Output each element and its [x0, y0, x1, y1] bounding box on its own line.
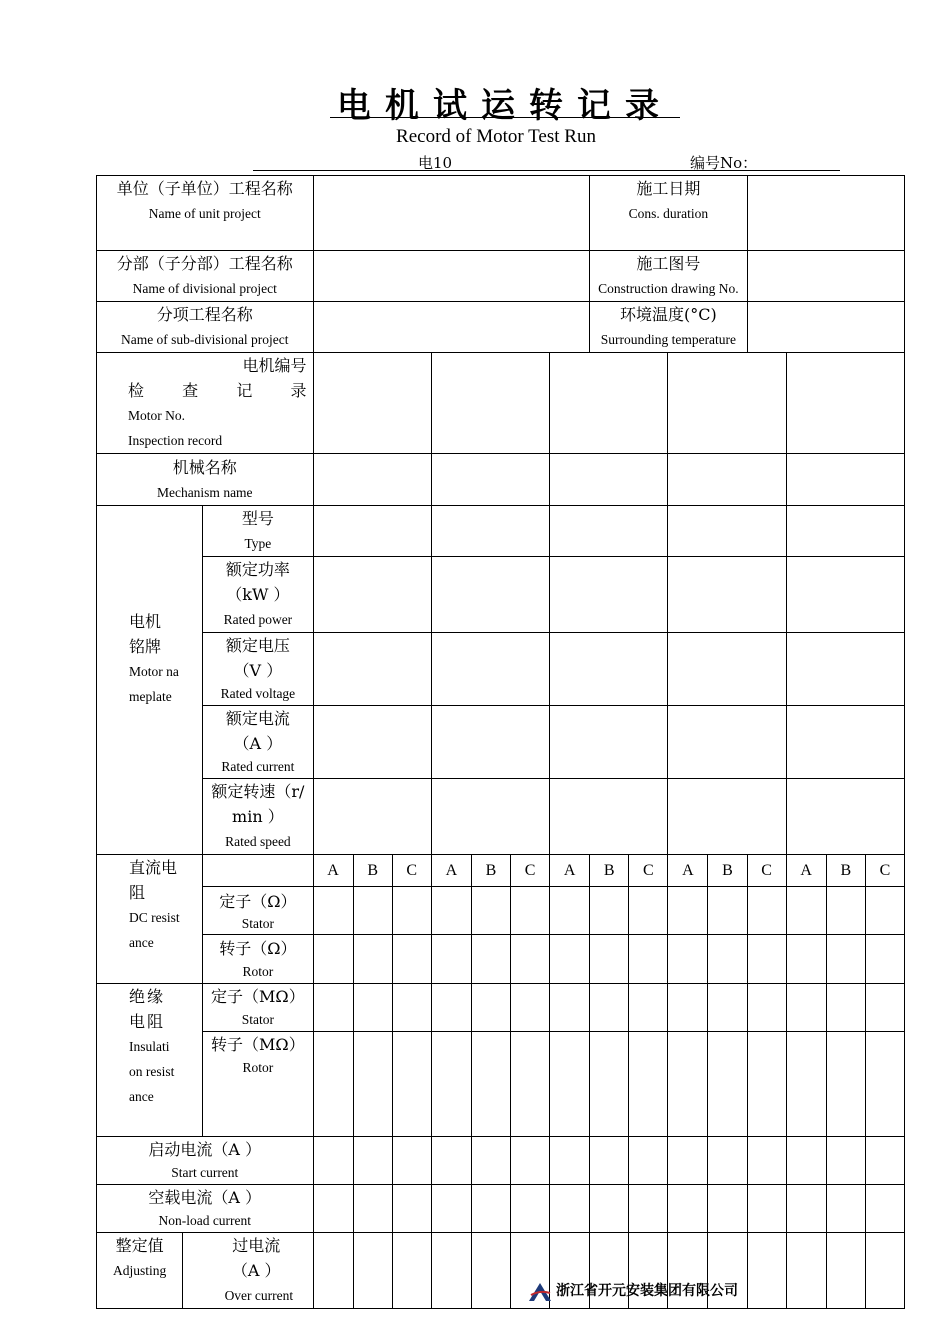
ins-rotor-cell[interactable] — [392, 1032, 431, 1137]
over-current-cell[interactable] — [865, 1233, 904, 1309]
phase-label: B — [708, 855, 747, 887]
start-current-cell[interactable] — [353, 1137, 392, 1185]
ins-rotor-cell[interactable] — [629, 1032, 668, 1137]
noload-current-cell[interactable] — [510, 1185, 549, 1233]
noload-current-cell[interactable] — [786, 1185, 826, 1233]
adjusting-group-label: 整定值 Adjusting — [97, 1233, 183, 1309]
phase-label: C — [510, 855, 549, 887]
row-rated-speed — [97, 779, 905, 855]
ins-stator-cell[interactable] — [471, 984, 510, 1032]
page-subtitle: Record of Motor Test Run — [396, 126, 596, 147]
phase-label: B — [590, 855, 629, 887]
type-5[interactable] — [786, 506, 904, 557]
rated-speed-4[interactable] — [668, 779, 786, 855]
dc-stator-cell[interactable] — [747, 887, 786, 935]
company-name: 浙江省开元安装集团有限公司 — [556, 1283, 738, 1299]
ins-stator-cell[interactable] — [431, 984, 471, 1032]
rated-voltage-3[interactable] — [550, 633, 668, 706]
ins-rotor-cell[interactable] — [510, 1032, 549, 1137]
rated-current-1[interactable] — [313, 706, 431, 779]
start-current-cell[interactable] — [629, 1137, 668, 1185]
row-noload-current — [97, 1185, 905, 1233]
ins-stator-cell[interactable] — [747, 984, 786, 1032]
rated-current-label: 额定电流（A ） Rated current — [203, 706, 313, 779]
drawing-no-value[interactable] — [747, 251, 904, 302]
dc-stator-cell[interactable] — [392, 887, 431, 935]
motor-3-no[interactable] — [550, 353, 668, 454]
dc-stator-cell[interactable] — [629, 887, 668, 935]
row-adjusting — [97, 1233, 905, 1309]
subdivisional-project-value[interactable] — [313, 302, 590, 353]
over-current-cell[interactable] — [471, 1233, 510, 1309]
noload-current-label: 空载电流（A ） Non-load current — [97, 1185, 314, 1233]
start-current-cell[interactable] — [431, 1137, 471, 1185]
unit-project-value[interactable] — [313, 176, 590, 251]
over-current-cell[interactable] — [747, 1233, 786, 1309]
dc-rotor-cell[interactable] — [708, 935, 747, 984]
phase-label: C — [747, 855, 786, 887]
start-current-cell[interactable] — [786, 1137, 826, 1185]
ins-stator-label: 定子（MΩ） Stator — [203, 984, 313, 1032]
phase-label: C — [629, 855, 668, 887]
divisional-project-label: 分部（子分部）工程名称 Name of divisional project — [97, 251, 314, 302]
phase-label: C — [865, 855, 904, 887]
noload-current-cell[interactable] — [550, 1185, 590, 1233]
row-rated-voltage — [97, 633, 905, 706]
ins-rotor-cell[interactable] — [865, 1032, 904, 1137]
mechanism-2[interactable] — [431, 454, 549, 506]
motor-5-no[interactable] — [786, 353, 904, 454]
noload-current-cell[interactable] — [313, 1185, 353, 1233]
rated-power-2[interactable] — [431, 557, 549, 633]
divisional-project-value[interactable] — [313, 251, 590, 302]
ins-rotor-cell[interactable] — [826, 1032, 865, 1137]
dc-rotor-cell[interactable] — [629, 935, 668, 984]
phase-label: A — [313, 855, 353, 887]
ins-rotor-label: 转子（MΩ） Rotor — [203, 1032, 313, 1137]
row-subdivisional-project — [97, 302, 905, 353]
ins-stator-cell[interactable] — [392, 984, 431, 1032]
rated-voltage-2[interactable] — [431, 633, 549, 706]
rated-power-3[interactable] — [550, 557, 668, 633]
start-current-cell[interactable] — [590, 1137, 629, 1185]
type-3[interactable] — [550, 506, 668, 557]
over-current-cell[interactable] — [313, 1233, 353, 1309]
dc-rotor-cell[interactable] — [431, 935, 471, 984]
row-divisional-project — [97, 251, 905, 302]
dc-rotor-cell[interactable] — [313, 935, 353, 984]
type-label: 型号 Type — [203, 506, 313, 557]
row-start-current — [97, 1137, 905, 1185]
dc-stator-cell[interactable] — [353, 887, 392, 935]
motor-no-header: 电机编号 检 查 记 录 Motor No. Inspection record — [97, 353, 314, 454]
cons-duration-label: 施工日期 Cons. duration — [590, 176, 747, 251]
ins-rotor-cell[interactable] — [313, 1032, 353, 1137]
rated-voltage-1[interactable] — [313, 633, 431, 706]
start-current-cell[interactable] — [510, 1137, 549, 1185]
ins-rotor-cell[interactable] — [786, 1032, 826, 1137]
mechanism-label: 机械名称 Mechanism name — [97, 454, 314, 506]
row-mechanism — [97, 454, 905, 506]
nameplate-group-label: 电机铭牌 Motor nameplate — [97, 506, 203, 855]
ins-stator-cell[interactable] — [629, 984, 668, 1032]
rated-voltage-4[interactable] — [668, 633, 786, 706]
rated-current-2[interactable] — [431, 706, 549, 779]
dc-stator-cell[interactable] — [590, 887, 629, 935]
noload-current-cell[interactable] — [708, 1185, 747, 1233]
ins-stator-cell[interactable] — [668, 984, 708, 1032]
noload-current-cell[interactable] — [865, 1185, 904, 1233]
ins-rotor-cell[interactable] — [747, 1032, 786, 1137]
dc-rotor-cell[interactable] — [668, 935, 708, 984]
dc-stator-cell[interactable] — [510, 887, 549, 935]
noload-current-cell[interactable] — [471, 1185, 510, 1233]
ins-rotor-cell[interactable] — [668, 1032, 708, 1137]
row-motor-no — [97, 353, 905, 454]
serial-number-label: 编号No： — [690, 154, 758, 172]
phase-label: B — [353, 855, 392, 887]
dc-rotor-cell[interactable] — [510, 935, 549, 984]
over-current-cell[interactable] — [392, 1233, 431, 1309]
start-current-cell[interactable] — [471, 1137, 510, 1185]
form-code: 电10 — [418, 154, 453, 172]
dc-stator-label: 定子（Ω） Stator — [203, 887, 313, 935]
phase-label: C — [392, 855, 431, 887]
ins-stator-cell[interactable] — [353, 984, 392, 1032]
insulation-group-label: 绝缘电阻 Insulation resistance — [97, 984, 203, 1137]
dc-rotor-cell[interactable] — [471, 935, 510, 984]
over-current-cell[interactable] — [826, 1233, 865, 1309]
phase-label: A — [550, 855, 590, 887]
start-current-cell[interactable] — [708, 1137, 747, 1185]
record-form-table — [96, 175, 905, 1309]
over-current-cell[interactable] — [786, 1233, 826, 1309]
start-current-cell[interactable] — [668, 1137, 708, 1185]
phase-label: B — [826, 855, 865, 887]
start-current-cell[interactable] — [826, 1137, 865, 1185]
dc-rotor-cell[interactable] — [865, 935, 904, 984]
start-current-cell[interactable] — [550, 1137, 590, 1185]
phase-header-blank — [203, 855, 313, 887]
phase-label: A — [786, 855, 826, 887]
rated-speed-2[interactable] — [431, 779, 549, 855]
over-current-cell[interactable] — [353, 1233, 392, 1309]
noload-current-cell[interactable] — [826, 1185, 865, 1233]
type-4[interactable] — [668, 506, 786, 557]
start-current-cell[interactable] — [392, 1137, 431, 1185]
noload-current-cell[interactable] — [668, 1185, 708, 1233]
ins-rotor-cell[interactable] — [353, 1032, 392, 1137]
mechanism-5[interactable] — [786, 454, 904, 506]
dc-stator-cell[interactable] — [708, 887, 747, 935]
noload-current-cell[interactable] — [629, 1185, 668, 1233]
row-ins-rotor — [97, 1032, 905, 1137]
type-2[interactable] — [431, 506, 549, 557]
motor-2-no[interactable] — [431, 353, 549, 454]
dc-rotor-cell[interactable] — [786, 935, 826, 984]
dc-rotor-cell[interactable] — [590, 935, 629, 984]
ins-stator-cell[interactable] — [550, 984, 590, 1032]
dc-rotor-cell[interactable] — [826, 935, 865, 984]
phase-label: A — [668, 855, 708, 887]
rated-current-3[interactable] — [550, 706, 668, 779]
type-1[interactable] — [313, 506, 431, 557]
dc-resistance-group-label: 直流电阻 DC resistance — [97, 855, 203, 984]
dc-stator-cell[interactable] — [826, 887, 865, 935]
dc-rotor-cell[interactable] — [392, 935, 431, 984]
dc-stator-cell[interactable] — [786, 887, 826, 935]
rated-power-1[interactable] — [313, 557, 431, 633]
dc-stator-cell[interactable] — [865, 887, 904, 935]
dc-rotor-cell[interactable] — [747, 935, 786, 984]
ins-stator-cell[interactable] — [590, 984, 629, 1032]
noload-current-cell[interactable] — [353, 1185, 392, 1233]
subdivisional-project-label: 分项工程名称 Name of sub-divisional project — [97, 302, 314, 353]
row-rated-current — [97, 706, 905, 779]
ins-stator-cell[interactable] — [313, 984, 353, 1032]
unit-project-label: 单位（子单位）工程名称 Name of unit project — [97, 176, 314, 251]
rated-speed-1[interactable] — [313, 779, 431, 855]
ins-stator-cell[interactable] — [826, 984, 865, 1032]
cons-duration-value[interactable] — [747, 176, 904, 251]
row-rated-power — [97, 557, 905, 633]
noload-current-cell[interactable] — [747, 1185, 786, 1233]
mechanism-3[interactable] — [550, 454, 668, 506]
dc-stator-cell[interactable] — [313, 887, 353, 935]
dc-rotor-cell[interactable] — [550, 935, 590, 984]
ins-rotor-cell[interactable] — [708, 1032, 747, 1137]
ins-rotor-cell[interactable] — [431, 1032, 471, 1137]
row-phase-header — [97, 855, 905, 887]
title-underline — [330, 117, 680, 118]
noload-current-cell[interactable] — [590, 1185, 629, 1233]
over-current-label: 过电流（A ） Over current — [183, 1233, 313, 1309]
dc-rotor-cell[interactable] — [353, 935, 392, 984]
dc-stator-cell[interactable] — [471, 887, 510, 935]
ins-rotor-cell[interactable] — [590, 1032, 629, 1137]
rated-current-4[interactable] — [668, 706, 786, 779]
mechanism-4[interactable] — [668, 454, 786, 506]
rated-speed-5[interactable] — [786, 779, 904, 855]
rated-power-5[interactable] — [786, 557, 904, 633]
temperature-value[interactable] — [747, 302, 904, 353]
start-current-cell[interactable] — [313, 1137, 353, 1185]
ins-stator-cell[interactable] — [510, 984, 549, 1032]
dc-stator-cell[interactable] — [550, 887, 590, 935]
page-title: 电机试运转记录 — [337, 86, 673, 126]
noload-current-cell[interactable] — [431, 1185, 471, 1233]
ins-stator-cell[interactable] — [786, 984, 826, 1032]
dc-rotor-label: 转子（Ω） Rotor — [203, 935, 313, 984]
rated-power-label: 额定功率（kW ） Rated power — [203, 557, 313, 633]
rated-power-4[interactable] — [668, 557, 786, 633]
rated-voltage-label: 额定电压（V ） Rated voltage — [203, 633, 313, 706]
motor-1-no[interactable] — [313, 353, 431, 454]
dc-stator-cell[interactable] — [668, 887, 708, 935]
dc-stator-cell[interactable] — [431, 887, 471, 935]
noload-current-cell[interactable] — [392, 1185, 431, 1233]
company-logo-icon — [528, 1282, 552, 1302]
rated-voltage-5[interactable] — [786, 633, 904, 706]
phase-label: B — [471, 855, 510, 887]
rated-current-5[interactable] — [786, 706, 904, 779]
ins-stator-cell[interactable] — [865, 984, 904, 1032]
row-unit-project — [97, 176, 905, 251]
over-current-cell[interactable] — [431, 1233, 471, 1309]
start-current-cell[interactable] — [747, 1137, 786, 1185]
rated-speed-label: 额定转速（r/min ） Rated speed — [203, 779, 313, 855]
phase-label: A — [431, 855, 471, 887]
row-type — [97, 506, 905, 557]
ins-rotor-cell[interactable] — [471, 1032, 510, 1137]
ins-rotor-cell[interactable] — [550, 1032, 590, 1137]
row-dc-rotor — [97, 935, 905, 984]
motor-4-no[interactable] — [668, 353, 786, 454]
row-dc-stator — [97, 887, 905, 935]
start-current-label: 启动电流（A ） Start current — [97, 1137, 314, 1185]
mechanism-1[interactable] — [313, 454, 431, 506]
rated-speed-3[interactable] — [550, 779, 668, 855]
code-underline — [253, 170, 840, 171]
start-current-cell[interactable] — [865, 1137, 904, 1185]
ins-stator-cell[interactable] — [708, 984, 747, 1032]
row-ins-stator — [97, 984, 905, 1032]
temperature-label: 环境温度(°C) Surrounding temperature — [590, 302, 747, 353]
drawing-no-label: 施工图号 Construction drawing No. — [590, 251, 747, 302]
